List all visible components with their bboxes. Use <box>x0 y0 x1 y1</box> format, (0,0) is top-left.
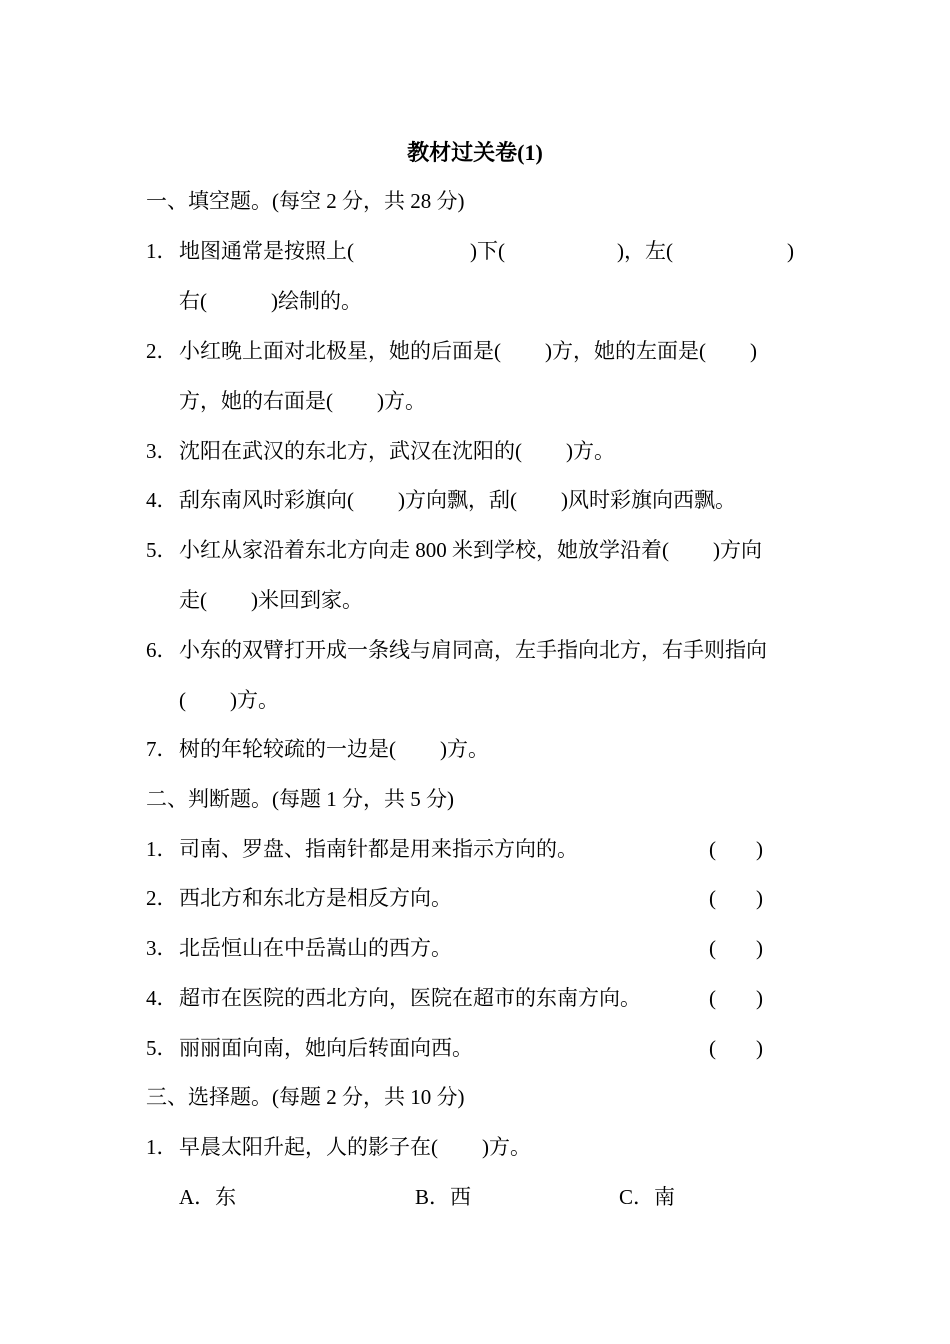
section2-heading: 二、判断题。(每题 1 分，共 5 分) <box>146 787 454 811</box>
question-1-5: 5．小红从家沿着东北方向走 800 米到学校，她放学沿着( )方向 <box>146 535 762 565</box>
question-1-2: 2．小红晚上面对北极星，她的后面是( )方，她的左面是( ) <box>146 336 757 366</box>
question-number: 6． <box>146 638 178 662</box>
choice-option-c[interactable]: C．南 <box>619 1185 676 1209</box>
question-1-6: 6．小东的双臂打开成一条线与肩同高，左手指向北方，右手则指向 <box>146 635 767 665</box>
question-number: 1． <box>146 837 178 861</box>
choice-question-1: 1．早晨太阳升起，人的影子在( )方。 <box>146 1132 531 1162</box>
judge-item-1: 1．司南、罗盘、指南针都是用来指示方向的。 <box>146 834 578 864</box>
question-number: 5． <box>146 538 178 562</box>
question-number: 4． <box>146 986 178 1010</box>
question-1-4: 4．刮东南风时彩旗向( )方向飘，刮( )风时彩旗向西飘。 <box>146 485 736 515</box>
question-number: 5． <box>146 1036 178 1060</box>
question-number: 3． <box>146 936 178 960</box>
question-1-2-cont: 方，她的右面是( )方。 <box>179 389 426 413</box>
question-1-6-cont: ( )方。 <box>179 688 279 712</box>
choice-option-b[interactable]: B．西 <box>415 1185 472 1209</box>
question-1-3: 3．沈阳在武汉的东北方，武汉在沈阳的( )方。 <box>146 436 615 466</box>
judge-item-2: 2．西北方和东北方是相反方向。 <box>146 883 452 913</box>
judge-answer-3[interactable]: ( ) <box>709 936 763 960</box>
page-title: 教材过关卷(1) <box>407 140 543 165</box>
question-number: 4． <box>146 488 178 512</box>
question-number: 2． <box>146 886 178 910</box>
judge-item-4: 4．超市在医院的西北方向，医院在超市的东南方向。 <box>146 983 641 1013</box>
question-number: 1． <box>146 239 178 263</box>
judge-item-3: 3．北岳恒山在中岳嵩山的西方。 <box>146 933 452 963</box>
question-1-1-cont: 右( )绘制的。 <box>179 289 362 313</box>
section3-heading: 三、选择题。(每题 2 分，共 10 分) <box>146 1085 465 1109</box>
section1-heading: 一、填空题。(每空 2 分，共 28 分) <box>146 189 465 213</box>
judge-answer-2[interactable]: ( ) <box>709 886 763 910</box>
question-1-7: 7．树的年轮较疏的一边是( )方。 <box>146 734 489 764</box>
judge-answer-5[interactable]: ( ) <box>709 1036 763 1060</box>
judge-item-5: 5．丽丽面向南，她向后转面向西。 <box>146 1033 473 1063</box>
question-1-5-cont: 走( )米回到家。 <box>179 588 363 612</box>
question-number: 2． <box>146 339 178 363</box>
question-number: 3． <box>146 439 178 463</box>
question-number: 7． <box>146 737 178 761</box>
question-number: 1． <box>146 1135 178 1159</box>
choice-option-a[interactable]: A．东 <box>179 1185 237 1209</box>
question-1-1: 1．地图通常是按照上( )下( )，左( ) <box>146 236 794 266</box>
judge-answer-4[interactable]: ( ) <box>709 986 763 1010</box>
judge-answer-1[interactable]: ( ) <box>709 837 763 861</box>
